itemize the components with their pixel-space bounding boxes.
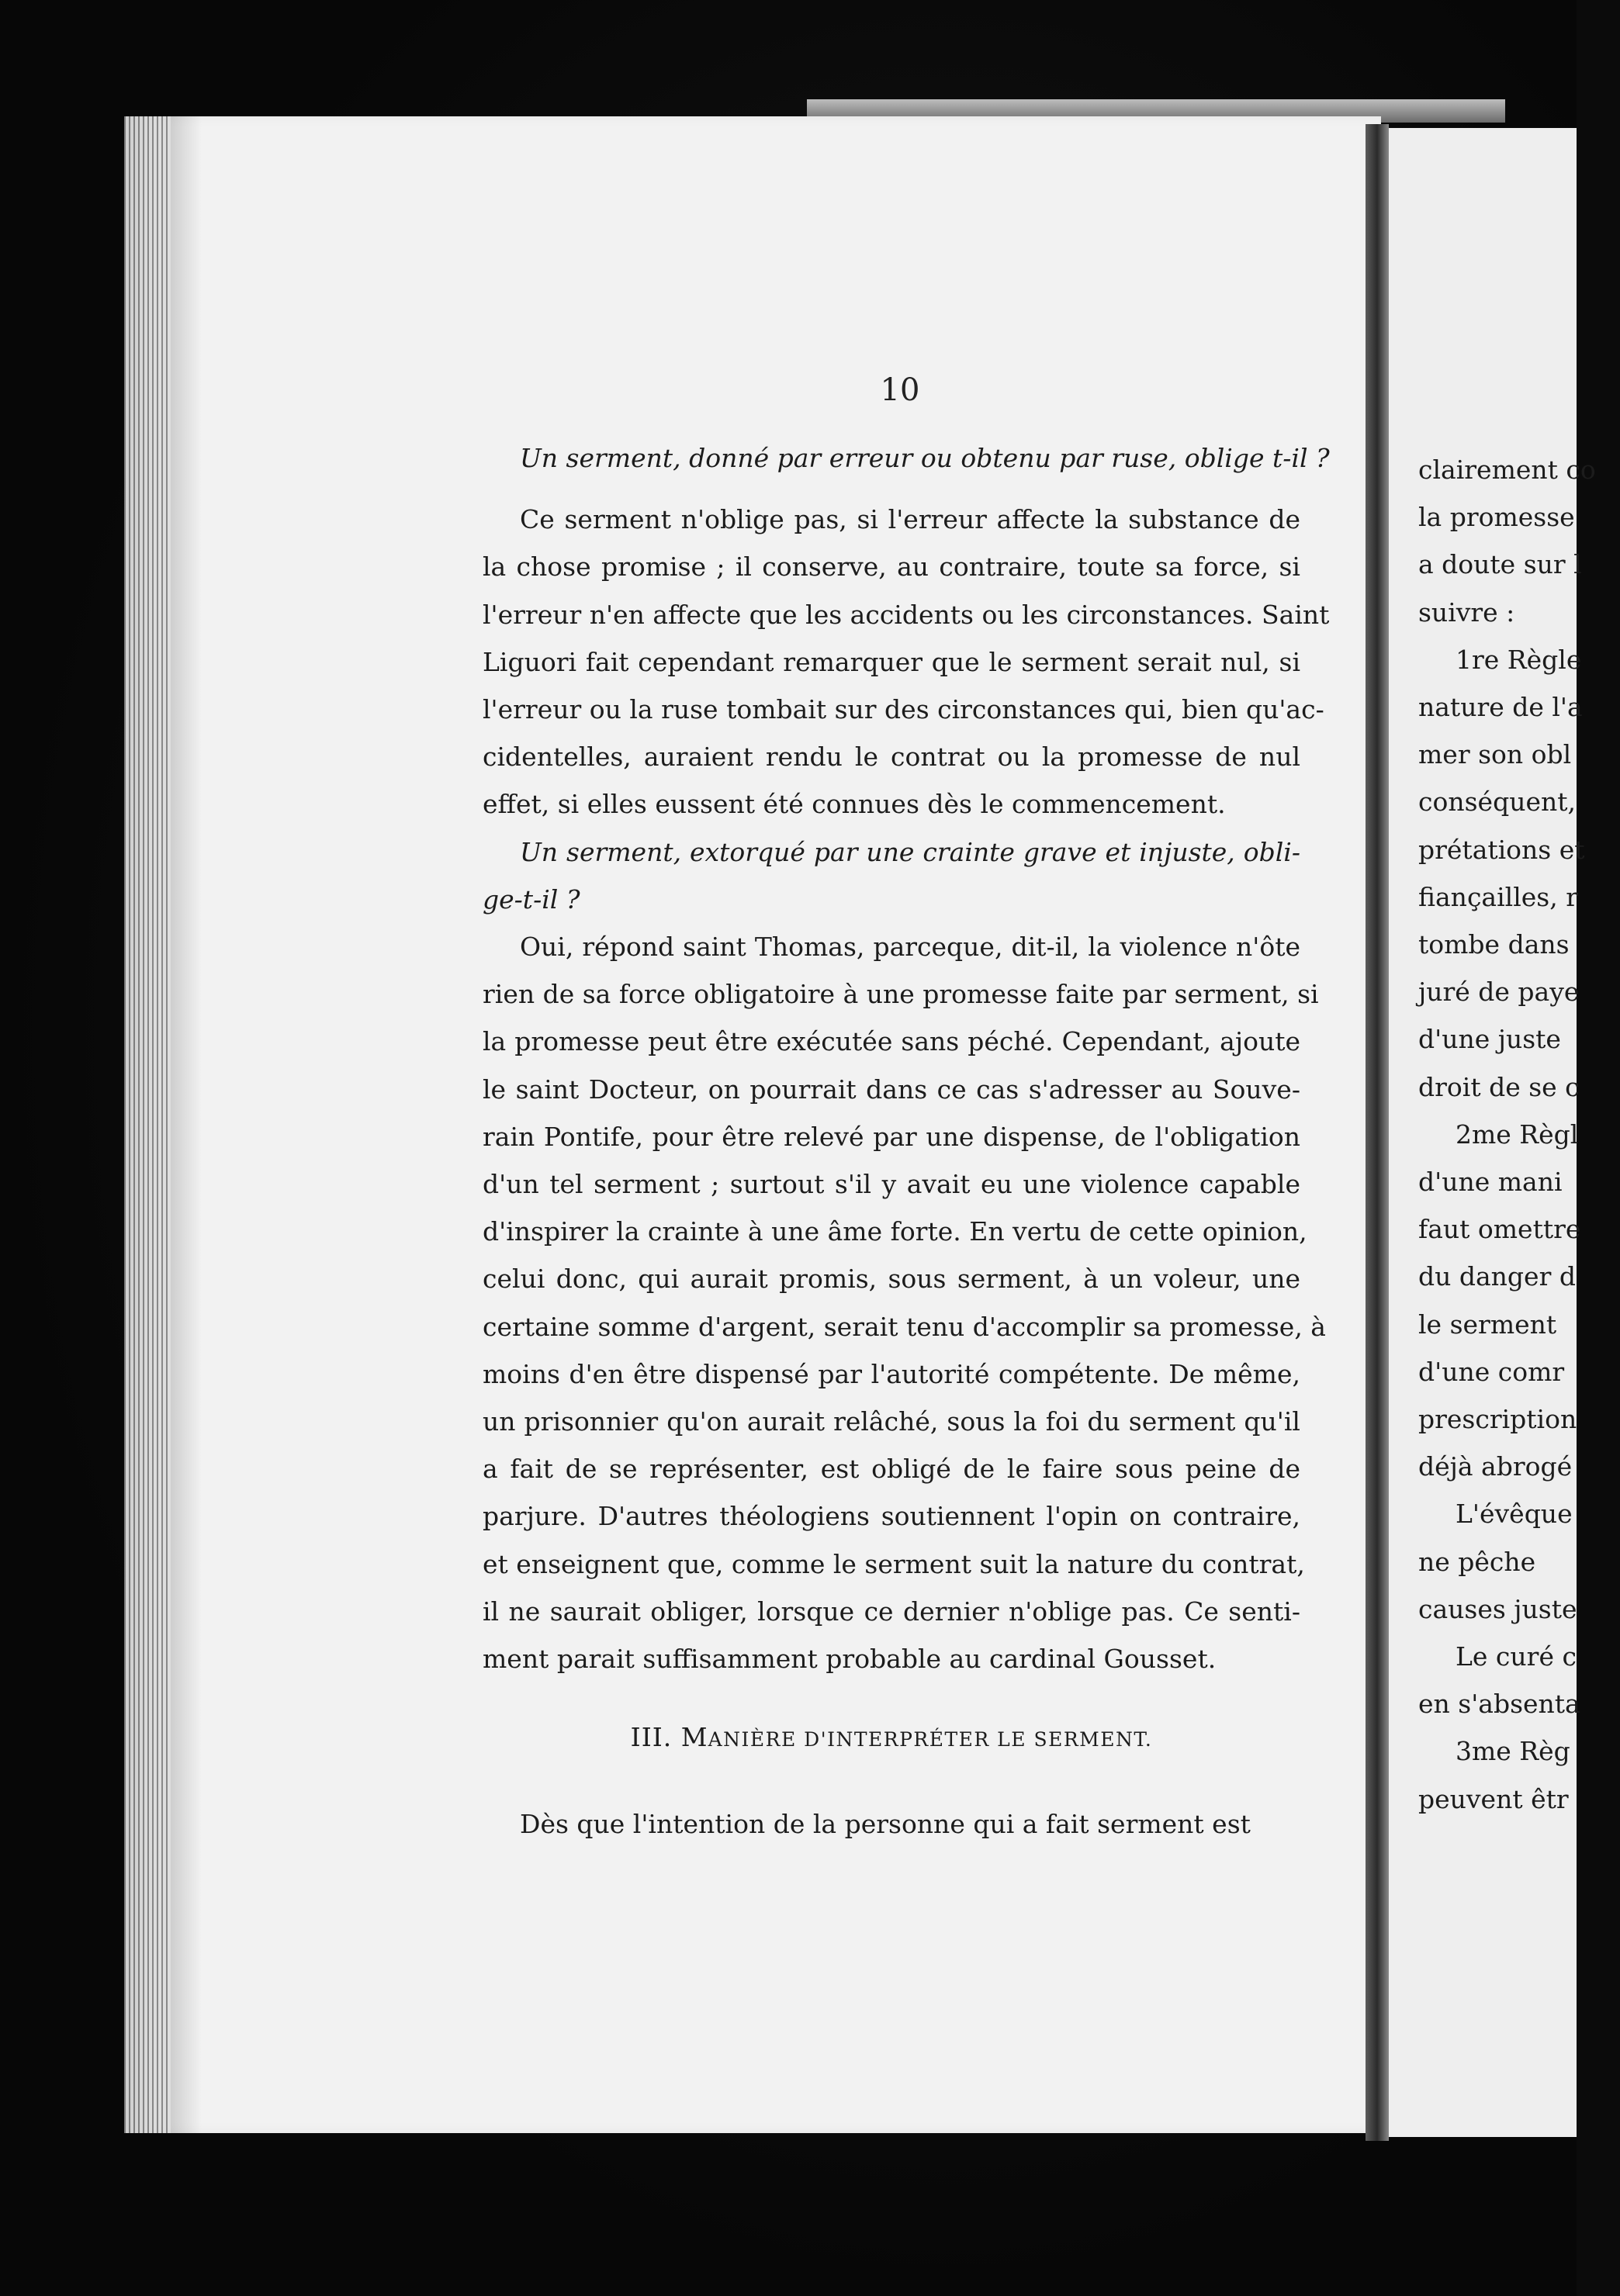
right-text-line: déjà abrogé: [1418, 1451, 1573, 1482]
right-text-line: prétations et: [1418, 834, 1585, 865]
right-page-text: [1418, 446, 1620, 1823]
section-heading-numeral: III.: [630, 1722, 673, 1753]
right-text-line: conséquent,: [1418, 787, 1576, 818]
text-line: Liguori fait cependant remarquer que le serment serait nul, si: [483, 646, 1300, 677]
text-line: a fait de se représenter, est obligé de le faire sous peine de: [483, 1454, 1300, 1485]
text-line: celui donc, qui aurait promis, sous serment, à un voleur, une: [483, 1264, 1300, 1295]
right-text-line: causes juste: [1418, 1593, 1577, 1624]
text-line: ment parait suffisamment probable au cardinal Gousset.: [483, 1644, 1217, 1675]
text-line: rien de sa force obligatoire à une promesse faite par serment, si: [483, 979, 1319, 1010]
final-line: Dès que l'intention de la personne qui a fait serment est: [520, 1809, 1251, 1840]
section-heading-text: ANIÈRE D'INTERPRÉTER LE SERMENT.: [708, 1728, 1153, 1751]
paragraph-gap: [483, 482, 1300, 496]
text-line: Oui, répond saint Thomas, parceque, dit-il, la violence n'ôte: [520, 932, 1300, 963]
right-text-line: prescription: [1418, 1404, 1577, 1435]
left-page-fore-edge: [124, 116, 171, 2133]
right-text-line: a doute sur l: [1418, 549, 1582, 580]
right-text-line: tombe dans: [1418, 929, 1570, 960]
text-line: d'un tel serment ; surtout s'il y avait eu une violence capable: [483, 1169, 1300, 1200]
text-line: effet, si elles eussent été connues dès le commencement.: [483, 789, 1226, 820]
right-text-line: ne pêche: [1418, 1546, 1536, 1577]
right-text-line: nature de l'a: [1418, 692, 1583, 723]
right-text-line: en s'absenta: [1418, 1689, 1580, 1720]
right-text-line: le serment: [1418, 1309, 1557, 1340]
section-heading: [483, 1713, 1300, 1763]
question-2: Un serment, extorqué par une crainte grave et injuste, obli-: [520, 836, 1300, 867]
left-page-shadow: [171, 116, 202, 2133]
right-text-line: 1re Règle: [1456, 644, 1582, 675]
left-page-text: [483, 434, 1330, 1848]
page-number: 10: [880, 372, 920, 408]
right-text-line: suivre :: [1418, 596, 1515, 628]
text-line: moins d'en être dispensé par l'autorité compétente. De même,: [483, 1358, 1300, 1389]
text-line: rain Pontife, pour être relevé par une dispense, de l'obligation: [483, 1121, 1300, 1152]
right-text-line: du danger d: [1418, 1261, 1576, 1292]
text-line: cidentelles, auraient rendu le contrat ou la promesse de nul: [483, 742, 1300, 773]
question-1: Un serment, donné par erreur ou obtenu par ruse, oblige t-il ?: [520, 443, 1330, 473]
right-text-line: 3me Règ: [1456, 1736, 1570, 1767]
right-text-line: droit de se c: [1418, 1071, 1580, 1102]
right-text-line: peuvent êtr: [1418, 1783, 1569, 1814]
text-line: un prisonnier qu'on aurait relâché, sous la foi du serment qu'il: [483, 1406, 1300, 1437]
text-line: il ne saurait obliger, lorsque ce dernier n'oblige pas. Ce senti-: [483, 1596, 1300, 1627]
right-text-line: faut omettre: [1418, 1214, 1581, 1245]
text-line: l'erreur ou la ruse tombait sur des circonstances qui, bien qu'ac-: [483, 694, 1324, 725]
book-gutter: [1366, 124, 1389, 2141]
left-page-body: [483, 434, 1330, 1682]
text-line: certaine somme d'argent, serait tenu d'accomplir sa promesse, à: [483, 1311, 1326, 1342]
right-text-line: fiançailles, r: [1418, 881, 1578, 912]
right-text-line: 2me Règl: [1456, 1119, 1579, 1150]
text-line: d'inspirer la crainte à une âme forte. En vertu de cette opinion,: [483, 1216, 1307, 1247]
section-heading-cap: M: [680, 1722, 708, 1753]
text-line: ge-t-il ?: [483, 883, 580, 915]
text-line: le saint Docteur, on pourrait dans ce cas s'adresser au Souve-: [483, 1074, 1300, 1105]
right-text-line: juré de paye: [1418, 977, 1580, 1008]
right-text-line: la promesse: [1418, 502, 1575, 533]
right-text-line: d'une mani: [1418, 1167, 1563, 1198]
text-line: parjure. D'autres théologiens soutiennent l'opin on contraire,: [483, 1501, 1300, 1532]
text-line: et enseignent que, comme le serment suit la nature du contrat,: [483, 1548, 1305, 1579]
text-line: l'erreur n'en affecte que les accidents ou les circonstances. Saint: [483, 599, 1330, 630]
right-text-line: d'une juste: [1418, 1024, 1561, 1055]
right-text-line: clairement co: [1418, 455, 1596, 485]
text-line: la promesse peut être exécutée sans péché. Cependant, ajoute: [483, 1026, 1300, 1057]
right-text-line: mer son obl: [1418, 739, 1572, 770]
right-text-line: Le curé c: [1456, 1641, 1577, 1672]
right-text-line: d'une comr: [1418, 1356, 1565, 1387]
right-text-line: L'évêque: [1456, 1499, 1573, 1530]
text-line: la chose promise ; il conserve, au contraire, toute sa force, si: [483, 552, 1300, 583]
text-line: Ce serment n'oblige pas, si l'erreur affecte la substance de: [520, 504, 1300, 535]
